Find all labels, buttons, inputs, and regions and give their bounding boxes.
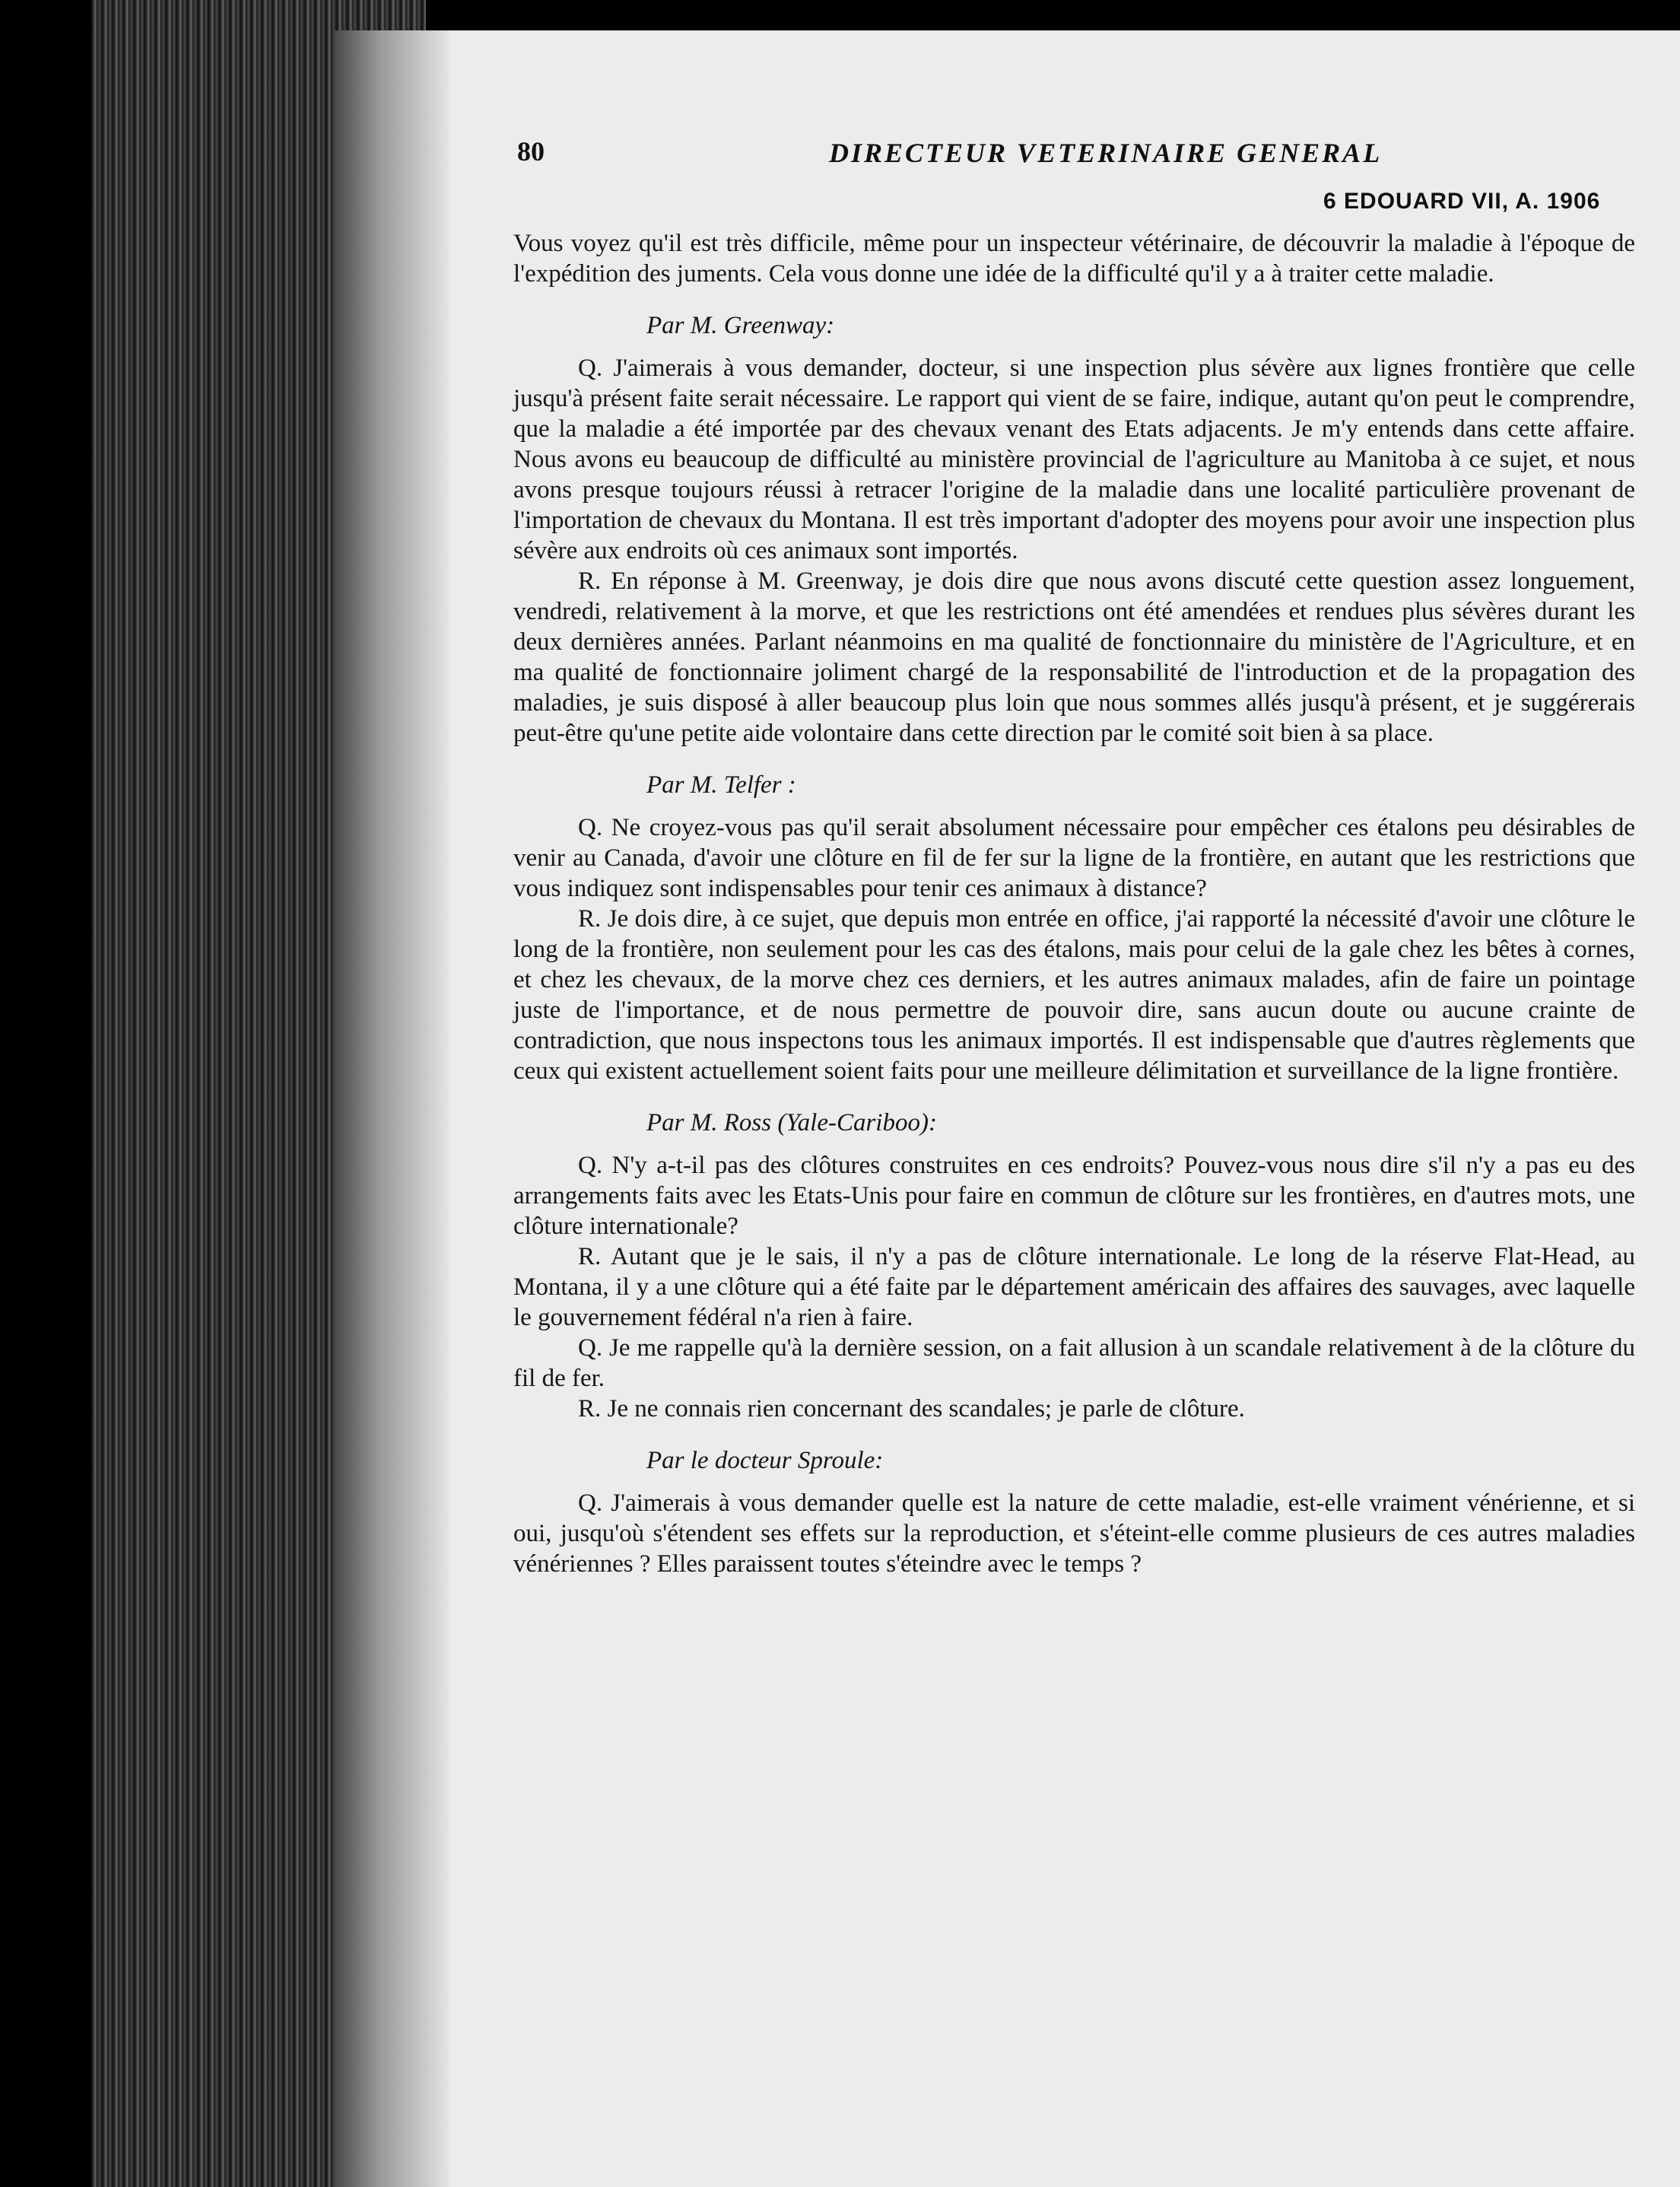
speaker-heading: Par M. Ross (Yale-Cariboo): — [646, 1109, 937, 1136]
paragraph: R. Autant que je le sais, il n'y a pas de clôture internationale. Le long de la réserve Flat-Head, au Montana, il y a une clôture qui a été faite par le département américain des affaires des sauvages, avec laquelle le gouvernement fédéral n'a rien à faire. — [513, 1243, 1635, 1331]
paragraph: Q. Je me rappelle qu'à la dernière session, on a fait allusion à un scandale relativement à de la clôture du fil de fer. — [513, 1334, 1635, 1392]
paragraph: R. En réponse à M. Greenway, je dois dire que nous avons discuté cette question assez longuement, vendredi, relativement à la morve, et que les restrictions ont été amendées et rendues plus sévères durant les deux dernières années. Parlant néanmoins en ma qualité de fonctionnaire du ministère de l'Agriculture, et en ma qualité de fonctionnaire joliment chargé de la responsabilité de l'introduction et de la propagation des maladies, je suis disposé à aller beaucoup plus loin que nous sommes allés jusqu'à présent, et je suggérerais peut-être qu'une petite aide volontaire dans cette direction par le comité soit bien à sa place. — [513, 567, 1635, 747]
paragraph: Q. J'aimerais à vous demander quelle est la nature de cette maladie, est-elle vraiment vénérienne, et si oui, jusqu'où s'étendent ses effets sur la reproduction, et s'éteint-elle comme plusieurs de ces autres maladies vénériennes ? Elles paraissent toutes s'éteindre avec le temps ? — [513, 1489, 1635, 1578]
body-text — [513, 228, 1635, 1579]
running-head: DIRECTEUR VETERINAIRE GENERAL — [829, 138, 1383, 168]
volume-info: 6 EDOUARD VII, A. 1906 — [1323, 189, 1601, 214]
speaker-heading: Par M. Greenway: — [646, 312, 835, 339]
paragraph: Q. J'aimerais à vous demander, docteur, si une inspection plus sévère aux lignes frontière que celle jusqu'à présent faite serait nécessaire. Le rapport qui vient de se faire, indique, autant qu'on peut le comprendre, que la maladie a été importée par des chevaux venant des Etats adjacents. Je m'y entends dans cette affaire. Nous avons eu beaucoup de difficulté au ministère provincial de l'agriculture au Manitoba à ce sujet, et nous avons presque toujours réussi à retracer l'origine de la maladie dans une localité particulière provenant de l'importation de chevaux du Montana. Il est très important d'adopter des moyens pour avoir une inspection plus sévère aux endroits où ces animaux sont importés. — [513, 354, 1635, 564]
paragraph: Vous voyez qu'il est très difficile, même pour un inspecteur vétérinaire, de découvrir la maladie à l'époque de l'expédition des juments. Cela vous donne une idée de la difficulté qu'il y a à traiter cette maladie. — [513, 230, 1635, 288]
paragraph: Q. Ne croyez-vous pas qu'il serait absolument nécessaire pour empêcher ces étalons peu désirables de venir au Canada, d'avoir une clôture en fil de fer sur la ligne de la frontière, en autant que les restrictions que vous indiquez sont indispensables pour tenir ces animaux à distance? — [513, 814, 1635, 902]
page-number: 80 — [517, 136, 545, 167]
speaker-heading: Par M. Telfer : — [646, 771, 796, 799]
paragraph: Q. N'y a-t-il pas des clôtures construites en ces endroits? Pouvez-vous nous dire s'il n'y a pas eu des arrangements faits avec les Etats-Unis pour faire en commun de clôture sur les frontières, en d'autres mots, une clôture internationale? — [513, 1152, 1635, 1240]
paragraph: R. Je dois dire, à ce sujet, que depuis mon entrée en office, j'ai rapporté la nécessité d'avoir une clôture le long de la frontière, non seulement pour les cas des étalons, mais pour celui de la gale chez les bêtes à cornes, et chez les chevaux, de la morve chez ces derniers, et les autres animaux malades, afin de faire un pointage juste de l'importance, et de nous permettre de pouvoir dire, sans aucun doute ou aucune crainte de contradiction, que nous inspectons tous les animaux importés. Il est indispensable que d'autres règlements que ceux qui existent actuellement soient faits pour une meilleure délimitation et surveillance de la ligne frontière. — [513, 905, 1635, 1085]
page-header — [517, 135, 1680, 173]
speaker-heading: Par le docteur Sproule: — [646, 1447, 884, 1474]
paragraph: R. Je ne connais rien concernant des scandales; je parle de clôture. — [578, 1395, 1245, 1423]
binding-shadow — [335, 30, 449, 2187]
